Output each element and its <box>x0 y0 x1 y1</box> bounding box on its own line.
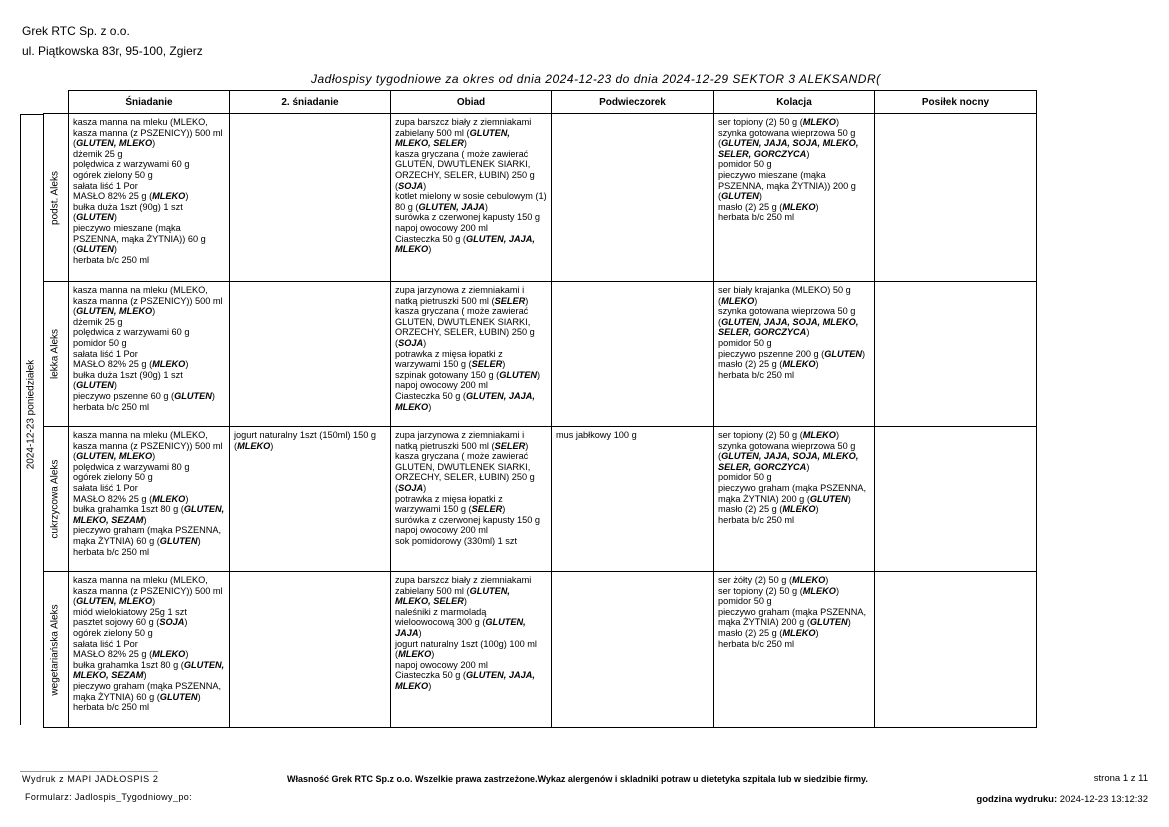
meal-line: szynka gotowana wieprzowa 50 g <box>718 440 856 451</box>
allergen-text: GLUTEN <box>76 244 114 255</box>
meal-line: kasza manna na mleku (MLEKO, <box>73 285 208 295</box>
meal-line: PSZENNA, mąka ŻYTNIA)) 200 g <box>718 180 856 191</box>
meal-line: ogórek zielony 50 g <box>73 169 153 180</box>
allergen-text: MLEKO <box>782 504 816 515</box>
meal-line: wieloowocową 300 g (GLUTEN, <box>395 617 526 628</box>
meal-line: naleśniki z marmoladą <box>395 606 487 617</box>
diet-label: wegetariańska Aleks <box>49 603 61 696</box>
meal-line: mus jabłkowy 100 g <box>556 430 637 440</box>
meal-line: MLEKO) <box>395 244 432 255</box>
meal-line: mąka ŻYTNIA) 200 g (GLUTEN) <box>718 493 851 504</box>
allergen-text: MLEKO <box>782 201 816 212</box>
allergen-text: GLUTEN, JAJA, SOJA, MLEKO, <box>721 451 859 462</box>
allergen-text: MLEKO <box>395 680 429 691</box>
meal-line: kasza gryczana ( może zawierać <box>395 148 529 159</box>
meal-line: polędwica z warzywami 80 g <box>73 461 190 472</box>
meal-line: pieczywo pszenne 200 g (GLUTEN) <box>718 348 866 359</box>
allergen-text: MLEKO, SEZAM <box>73 670 144 681</box>
meal-line: (GLUTEN) <box>73 212 117 223</box>
meal-cell <box>552 282 714 427</box>
allergen-text: SOJA <box>159 617 185 628</box>
allergen-text: JAJA <box>395 627 419 638</box>
col-header: 2. śniadanie <box>230 91 391 114</box>
meal-line: sałata liść 1 Por <box>73 180 138 191</box>
meal-line: pomidor 50 g <box>73 337 127 348</box>
allergen-text: MLEKO <box>152 359 186 370</box>
diet-label-cell <box>44 282 69 427</box>
allergen-text: MLEKO <box>395 244 429 255</box>
meal-line: (GLUTEN, MLEKO) <box>73 306 156 317</box>
meal-line: kasza manna (z PSZENICY)) 500 ml <box>73 127 223 138</box>
meal-line: MLEKO, SELER) <box>395 138 467 149</box>
corner-cell <box>44 91 69 114</box>
meal-cell <box>714 572 875 728</box>
allergen-text: GLUTEN <box>809 617 848 628</box>
meal-line: mąka ŻYTNIA) 60 g (GLUTEN) <box>73 535 201 546</box>
meal-line: bułka grahamka 1szt 80 g (GLUTEN, <box>73 504 225 515</box>
meal-line: pieczywo graham (mąka PSZENNA, <box>73 680 222 691</box>
diet-row <box>44 572 1037 728</box>
meal-line: (GLUTEN, MLEKO) <box>73 138 156 149</box>
meal-line: pomidor 50 g <box>718 472 772 483</box>
allergen-text: GLUTEN, JAJA, <box>465 670 535 681</box>
diet-row <box>44 427 1037 572</box>
meal-line: MASŁO 82% 25 g (MLEKO) <box>73 493 189 504</box>
meal-line: dżemik 25 g <box>73 148 123 159</box>
print-time-label: godzina wydruku: <box>976 794 1058 805</box>
meal-line: (MLEKO) <box>395 649 435 660</box>
meal-cell <box>230 282 391 427</box>
meal-line: napoj owocowy 200 ml <box>395 222 488 233</box>
meal-line: herbata b/c 250 ml <box>718 369 795 380</box>
allergen-text: GLUTEN, <box>469 585 510 596</box>
meal-cell <box>69 282 230 427</box>
diet-label: cukrzycowa Aleks <box>49 459 61 539</box>
footer-form: Formularz: Jadlospis_Tygodniowy_po: <box>25 792 193 802</box>
meal-line: pieczywo graham (mąka PSZENNA, <box>73 525 222 536</box>
diet-row <box>44 114 1037 282</box>
company-name: Grek RTC Sp. z o.o. <box>22 24 130 38</box>
meal-line: SELER, GORCZYCA) <box>718 461 810 472</box>
allergen-text: GLUTEN, <box>485 617 526 628</box>
meal-line: pomidor 50 g <box>718 337 772 348</box>
allergen-text: GLUTEN, MLEKO <box>76 306 153 317</box>
meal-line: miód wielokiatowy 25g 1 szt <box>73 606 187 617</box>
meal-line: kotlet mielony w sosie cebulowym (1) <box>395 191 547 202</box>
meal-line: bułka duża 1szt (90g) 1 szt <box>73 201 183 212</box>
meal-line: pieczywo mieszane (mąka <box>718 169 826 180</box>
allergen-text: MLEKO <box>721 295 755 306</box>
meal-line: bułka duża 1szt (90g) 1 szt <box>73 369 183 380</box>
meal-cell <box>391 572 552 728</box>
meal-line: szpinak gotowany 150 g (GLUTEN) <box>395 369 541 380</box>
allergen-text: SELER, GORCZYCA <box>718 461 807 472</box>
allergen-text: MLEKO <box>792 575 826 585</box>
company-address: ul. Piątkowska 83r, 95-100, Zgierz <box>22 44 203 58</box>
meal-line: MLEKO) <box>395 680 432 691</box>
meal-line: polędwica z warzywami 60 g <box>73 159 190 170</box>
meal-line: kasza gryczana ( może zawierać <box>395 451 529 462</box>
meal-line: pasztet sojowy 60 g (SOJA) <box>73 617 188 628</box>
meal-line: jogurt naturalny 1szt (100g) 100 ml <box>395 638 537 649</box>
meal-line: kasza manna na mleku (MLEKO, <box>73 575 208 585</box>
allergen-text: SELER, GORCZYCA <box>718 327 807 338</box>
meal-line: GLUTEN, DWUTLENEK SIARKI, <box>395 461 531 472</box>
meal-line: zabielany 500 ml (GLUTEN, <box>395 127 510 138</box>
meal-line: (MLEKO) <box>234 440 274 451</box>
allergen-text: MLEKO <box>237 440 271 451</box>
meal-cell <box>875 282 1037 427</box>
meal-line: mąka ŻYTNIA) 200 g (GLUTEN) <box>718 617 851 628</box>
meal-line: (GLUTEN, JAJA, SOJA, MLEKO, <box>718 451 859 462</box>
meal-line: bułka grahamka 1szt 80 g (GLUTEN, <box>73 659 225 670</box>
allergen-text: GLUTEN, JAJA <box>418 201 485 212</box>
meal-cell <box>714 282 875 427</box>
allergen-text: MLEKO <box>782 627 816 638</box>
meal-line: zupa barszcz biały z ziemniakami <box>395 575 532 585</box>
meal-line: napoj owocowy 200 ml <box>395 659 488 670</box>
meal-line: zupa barszcz biały z ziemniakami <box>395 117 532 127</box>
meal-line: herbata b/c 250 ml <box>73 254 150 265</box>
diet-row <box>44 282 1037 427</box>
allergen-text: GLUTEN <box>499 369 537 380</box>
meal-cell <box>552 427 714 572</box>
meal-line: (GLUTEN) <box>73 380 117 391</box>
allergen-text: MLEKO <box>398 649 432 660</box>
meal-line: (GLUTEN, MLEKO) <box>73 596 156 607</box>
meal-line: zupa jarzynowa z ziemniakami i <box>395 285 525 295</box>
meal-cell <box>391 282 552 427</box>
meal-line: (GLUTEN) <box>718 191 762 202</box>
meal-line: natką pietruszki 500 ml (SELER) <box>395 295 529 306</box>
allergen-text: GLUTEN, JAJA, SOJA, MLEKO, <box>721 316 859 327</box>
allergen-text: GLUTEN <box>809 493 848 504</box>
day-column <box>20 114 44 725</box>
meal-line: ogórek zielony 50 g <box>73 627 153 638</box>
allergen-text: GLUTEN <box>76 212 114 223</box>
footer-ownership: Własność Grek RTC Sp.z o.o. Wszelkie prawa zastrzeżone.Wykaz alergenów i skladniki potraw u dietetyka szpitala lub w siedzibie firmy. <box>287 774 868 784</box>
allergen-text: SELER <box>471 359 503 370</box>
meal-line: masło (2) 25 g (MLEKO) <box>718 201 819 212</box>
footer-divider <box>20 771 158 772</box>
meal-line: zupa jarzynowa z ziemniakami i <box>395 430 525 440</box>
meal-line: ORZECHY, SELER, ŁUBIN) 250 g <box>395 327 535 338</box>
allergen-text: GLUTEN <box>721 191 759 202</box>
meal-line: szynka gotowana wieprzowa 50 g <box>718 306 856 317</box>
allergen-text: GLUTEN <box>824 348 863 359</box>
meal-cell <box>391 114 552 282</box>
allergen-text: GLUTEN <box>159 535 198 546</box>
col-header: Śniadanie <box>69 91 230 114</box>
allergen-text: MLEKO <box>152 191 186 202</box>
meal-line: 80 g (GLUTEN, JAJA) <box>395 201 488 212</box>
allergen-text: MLEKO <box>802 430 836 440</box>
diet-label: lekka Aleks <box>49 328 61 380</box>
allergen-text: GLUTEN, MLEKO <box>76 138 153 149</box>
meal-cell <box>69 114 230 282</box>
meal-cell <box>391 427 552 572</box>
meal-line: (GLUTEN) <box>73 244 117 255</box>
meal-line: MASŁO 82% 25 g (MLEKO) <box>73 649 189 660</box>
meal-line: PSZENNA, mąka ŻYTNIA)) 60 g <box>73 233 206 244</box>
meal-cell <box>714 114 875 282</box>
meal-line: pomidor 50 g <box>718 596 772 607</box>
allergen-text: GLUTEN, <box>469 127 510 138</box>
meal-line: ogórek zielony 50 g <box>73 472 153 483</box>
meal-line: (SOJA) <box>395 337 427 348</box>
meal-line: ser topiony (2) 50 g (MLEKO) <box>718 430 840 440</box>
meal-line: dżemik 25 g <box>73 316 123 327</box>
meal-line: herbata b/c 250 ml <box>73 401 150 412</box>
allergen-text: SELER <box>494 440 526 451</box>
meal-line: MLEKO, SEZAM) <box>73 670 147 681</box>
meal-line: szynka gotowana wieprzowa 50 g <box>718 127 856 138</box>
meal-cell <box>875 114 1037 282</box>
allergen-text: MLEKO, SELER <box>395 596 464 607</box>
meal-line: (GLUTEN, MLEKO) <box>73 451 156 462</box>
meal-line: MLEKO) <box>395 401 432 412</box>
meal-line: (GLUTEN, JAJA, SOJA, MLEKO, <box>718 316 859 327</box>
meal-line: ORZECHY, SELER, ŁUBIN) 250 g <box>395 472 535 483</box>
meal-line: MASŁO 82% 25 g (MLEKO) <box>73 359 189 370</box>
allergen-text: MLEKO <box>802 585 836 596</box>
meal-line: sałata liść 1 Por <box>73 638 138 649</box>
allergen-text: GLUTEN, <box>183 504 225 515</box>
col-header: Kolacja <box>714 91 875 114</box>
page-title: Jadłospisy tygodniowe za okres od dnia 2024-12-23 do dnia 2024-12-29 SEKTOR 3 ALEKSANDR( <box>311 72 881 86</box>
allergen-text: GLUTEN, JAJA, <box>465 390 535 401</box>
meal-line: potrawka z mięsa łopatki z <box>395 493 503 504</box>
allergen-text: GLUTEN, JAJA, SOJA, MLEKO, <box>721 138 859 149</box>
meal-cell <box>230 572 391 728</box>
meal-cell <box>714 427 875 572</box>
meal-line: JAJA) <box>395 627 422 638</box>
allergen-text: MLEKO <box>395 401 429 412</box>
meal-line: (MLEKO) <box>718 295 758 306</box>
diet-label-cell <box>44 114 69 282</box>
allergen-text: GLUTEN <box>174 390 212 401</box>
diet-label: podst. Aleks <box>49 170 61 225</box>
meal-line: ser biały krajanka (MLEKO) 50 g <box>718 285 851 295</box>
meal-line: masło (2) 25 g (MLEKO) <box>718 359 819 370</box>
allergen-text: MLEKO <box>782 359 816 370</box>
allergen-text: GLUTEN, MLEKO <box>76 451 153 462</box>
meal-line: MLEKO, SELER) <box>395 596 467 607</box>
page-number: strona 1 z 11 <box>1093 773 1148 784</box>
meal-line: Ciasteczka 50 g (GLUTEN, JAJA, <box>395 670 535 681</box>
meal-line: natką pietruszki 500 ml (SELER) <box>395 440 529 451</box>
meal-line: warzywami 150 g (SELER) <box>395 359 506 370</box>
meal-cell <box>875 427 1037 572</box>
day-label: 2024-12-23 poniedziałek <box>25 359 37 470</box>
meal-line: (SOJA) <box>395 180 427 191</box>
meal-line: ser żółty (2) 50 g (MLEKO) <box>718 575 829 585</box>
meal-line: polędwica z warzywami 60 g <box>73 327 190 338</box>
allergen-text: SELER, GORCZYCA <box>718 148 807 159</box>
allergen-text: MLEKO <box>152 493 186 504</box>
meal-line: surówka z czerwonej kapusty 150 g <box>395 514 541 525</box>
meal-line: kasza manna na mleku (MLEKO, <box>73 117 208 127</box>
meal-cell <box>552 572 714 728</box>
meal-line: herbata b/c 250 ml <box>718 638 795 649</box>
meal-line: sałata liść 1 Por <box>73 482 138 493</box>
meal-line: ser topiony (2) 50 g (MLEKO) <box>718 117 840 127</box>
menu-table <box>43 90 1037 728</box>
meal-cell <box>875 572 1037 728</box>
meal-line: ORZECHY, SELER, ŁUBIN) 250 g <box>395 169 535 180</box>
meal-line: pieczywo pszenne 60 g (GLUTEN) <box>73 390 215 401</box>
allergen-text: GLUTEN <box>159 691 198 702</box>
meal-line: kasza manna (z PSZENICY)) 500 ml <box>73 585 223 596</box>
meal-line: Ciasteczka 50 g (GLUTEN, JAJA, <box>395 233 535 244</box>
meal-line: MLEKO, SEZAM) <box>73 514 147 525</box>
footer-printout: Wydruk z MAPI JADŁOSPIS 2 <box>22 774 159 784</box>
meal-line: kasza manna na mleku (MLEKO, <box>73 430 208 440</box>
meal-line: herbata b/c 250 ml <box>718 212 795 223</box>
header-row <box>44 91 1037 114</box>
diet-label-cell <box>44 572 69 728</box>
meal-line: GLUTEN, DWUTLENEK SIARKI, <box>395 159 531 170</box>
meal-cell <box>69 427 230 572</box>
allergen-text: SOJA <box>398 180 424 191</box>
meal-line: (GLUTEN, JAJA, SOJA, MLEKO, <box>718 138 859 149</box>
meal-line: kasza manna (z PSZENICY)) 500 ml <box>73 440 223 451</box>
allergen-text: MLEKO <box>802 117 836 127</box>
meal-line: masło (2) 25 g (MLEKO) <box>718 504 819 515</box>
meal-line: mąka ŻYTNIA) 60 g (GLUTEN) <box>73 691 201 702</box>
meal-line: (SOJA) <box>395 482 427 493</box>
meal-line: herbata b/c 250 ml <box>73 546 150 557</box>
allergen-text: SELER <box>471 504 503 515</box>
meal-line: SELER, GORCZYCA) <box>718 148 810 159</box>
allergen-text: GLUTEN, MLEKO <box>76 596 153 607</box>
allergen-text: SOJA <box>398 482 424 493</box>
meal-line: pieczywo graham (mąka PSZENNA, <box>718 606 867 617</box>
col-header: Obiad <box>391 91 552 114</box>
allergen-text: MLEKO, SELER <box>395 138 464 149</box>
meal-cell <box>69 572 230 728</box>
meal-line: pomidor 50 g <box>718 159 772 170</box>
meal-line: warzywami 150 g (SELER) <box>395 504 506 515</box>
meal-line: kasza gryczana ( może zawierać <box>395 306 529 317</box>
diet-label-cell <box>44 427 69 572</box>
allergen-text: GLUTEN <box>76 380 114 391</box>
meal-line: pieczywo graham (mąka PSZENNA, <box>718 482 867 493</box>
meal-line: Ciasteczka 50 g (GLUTEN, JAJA, <box>395 390 535 401</box>
print-time-value: 2024-12-23 13:12:32 <box>1059 794 1148 805</box>
meal-line: herbata b/c 250 ml <box>718 514 795 525</box>
meal-cell <box>230 114 391 282</box>
meal-cell <box>230 427 391 572</box>
allergen-text: MLEKO <box>152 649 186 660</box>
allergen-text: GLUTEN, JAJA, <box>465 233 535 244</box>
col-header: Podwieczorek <box>552 91 714 114</box>
meal-line: zabielany 500 ml (GLUTEN, <box>395 585 510 596</box>
print-time <box>976 794 1148 805</box>
meal-line: masło (2) 25 g (MLEKO) <box>718 627 819 638</box>
allergen-text: SELER <box>494 295 526 306</box>
meal-line: surówka z czerwonej kapusty 150 g <box>395 212 541 223</box>
allergen-text: GLUTEN, <box>183 659 225 670</box>
col-header: Posiłek nocny <box>875 91 1037 114</box>
meal-cell <box>552 114 714 282</box>
meal-line: jogurt naturalny 1szt (150ml) 150 g <box>234 430 376 440</box>
meal-line: SELER, GORCZYCA) <box>718 327 810 338</box>
meal-line: ser topiony (2) 50 g (MLEKO) <box>718 585 840 596</box>
meal-line: napoj owocowy 200 ml <box>395 525 488 536</box>
meal-line: kasza manna (z PSZENICY)) 500 ml <box>73 295 223 306</box>
meal-line: GLUTEN, DWUTLENEK SIARKI, <box>395 316 531 327</box>
meal-line: herbata b/c 250 ml <box>73 702 150 713</box>
meal-line: pieczywo mieszane (mąka <box>73 222 181 233</box>
meal-line: napoj owocowy 200 ml <box>395 380 488 391</box>
meal-line: potrawka z mięsa łopatki z <box>395 348 503 359</box>
meal-line: sok pomidorowy (330ml) 1 szt <box>395 535 518 546</box>
meal-line: sałata liść 1 Por <box>73 348 138 359</box>
allergen-text: MLEKO, SEZAM <box>73 514 144 525</box>
meal-line: MASŁO 82% 25 g (MLEKO) <box>73 191 189 202</box>
allergen-text: SOJA <box>398 337 424 348</box>
